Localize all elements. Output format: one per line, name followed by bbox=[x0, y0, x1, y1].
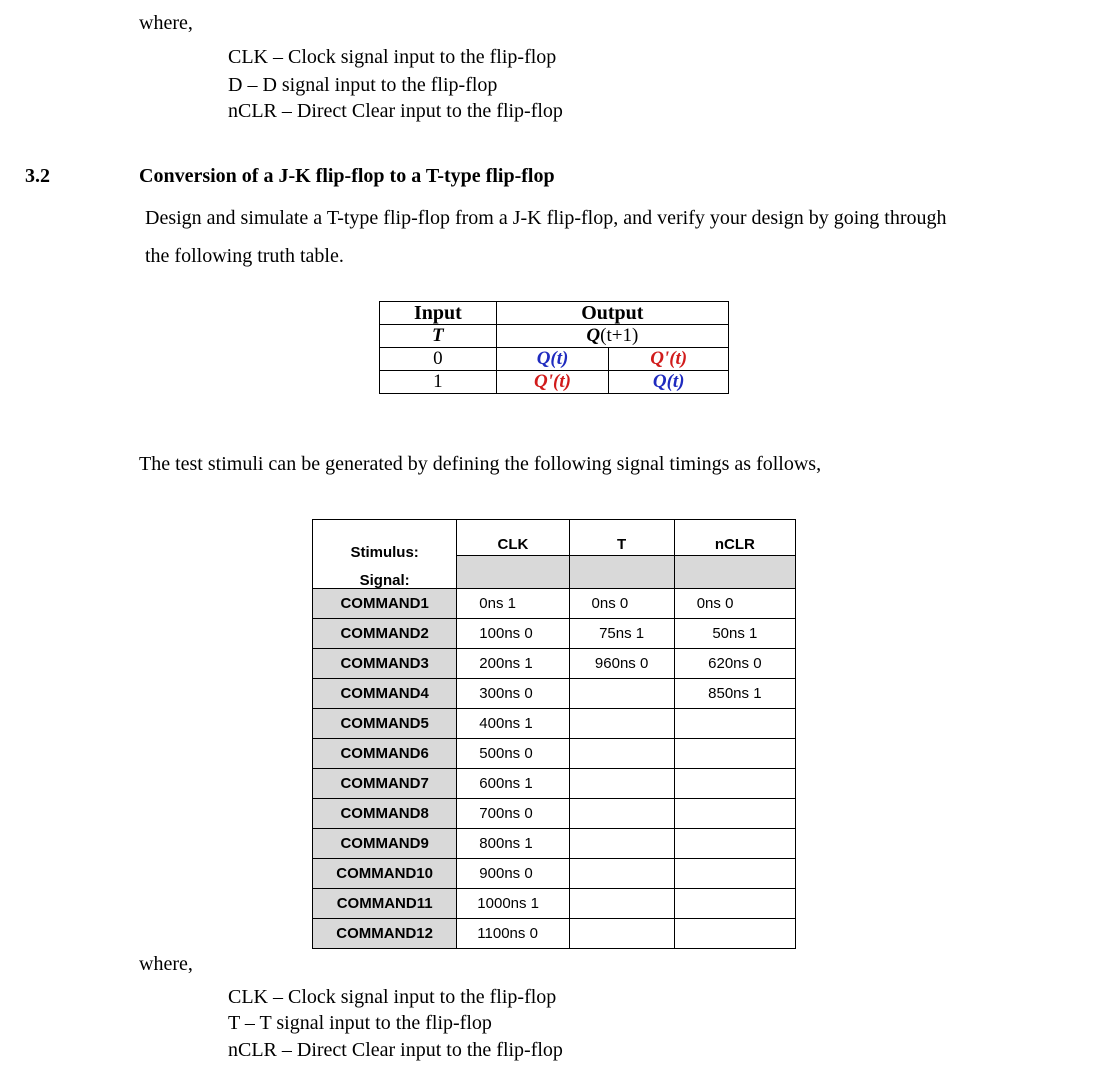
section-paragraph-line2: the following truth table. bbox=[145, 245, 344, 267]
nclr-value: 620ns 0 bbox=[674, 649, 795, 679]
command-label: COMMAND4 bbox=[313, 679, 457, 709]
header-spacer-cell bbox=[457, 555, 569, 588]
section-number: 3.2 bbox=[25, 165, 50, 187]
stimulus-table bbox=[312, 519, 796, 949]
table-row bbox=[313, 829, 796, 859]
table-row bbox=[313, 919, 796, 949]
clk-value: 700ns 0 bbox=[457, 799, 569, 829]
truth-t-value: 1 bbox=[380, 371, 497, 394]
command-label: COMMAND10 bbox=[313, 859, 457, 889]
table-row bbox=[313, 799, 796, 829]
clk-value: 100ns 0 bbox=[457, 619, 569, 649]
t-value: 75ns 1 bbox=[569, 619, 674, 649]
table-row bbox=[313, 739, 796, 769]
clk-value: 300ns 0 bbox=[457, 679, 569, 709]
truth-row bbox=[380, 348, 729, 371]
clk-value: 200ns 1 bbox=[457, 649, 569, 679]
t-value bbox=[569, 889, 674, 919]
clk-value: 1100ns 0 bbox=[457, 919, 569, 949]
t-value bbox=[569, 769, 674, 799]
clk-value: 1000ns 1 bbox=[457, 889, 569, 919]
nclr-value bbox=[674, 859, 795, 889]
nclr-value: 50ns 1 bbox=[674, 619, 795, 649]
truth-t-label: T bbox=[380, 325, 497, 348]
table-row bbox=[313, 589, 796, 619]
definition-d-top: D – D signal input to the flip-flop bbox=[228, 74, 498, 96]
nclr-value bbox=[674, 769, 795, 799]
clk-value: 0ns 1 bbox=[457, 589, 569, 619]
command-label: COMMAND1 bbox=[313, 589, 457, 619]
corner-stimulus-label: Stimulus: bbox=[350, 544, 419, 561]
column-header-t: T bbox=[569, 520, 674, 556]
t-value: 0ns 0 bbox=[569, 589, 674, 619]
definition-nclr-top: nCLR – Direct Clear input to the flip-flop bbox=[228, 100, 563, 122]
t-value bbox=[569, 739, 674, 769]
nclr-value bbox=[674, 709, 795, 739]
section-title: Conversion of a J-K flip-flop to a T-type flip-flop bbox=[139, 165, 555, 187]
clk-value: 500ns 0 bbox=[457, 739, 569, 769]
t-value bbox=[569, 709, 674, 739]
truth-row bbox=[380, 371, 729, 394]
corner-signal-label: Signal: bbox=[359, 572, 410, 589]
nclr-value bbox=[674, 799, 795, 829]
t-value bbox=[569, 679, 674, 709]
table-row bbox=[313, 709, 796, 739]
definition-clk-top: CLK – Clock signal input to the flip-flop bbox=[228, 46, 557, 68]
clk-value: 600ns 1 bbox=[457, 769, 569, 799]
truth-header-input: Input bbox=[380, 302, 497, 325]
stimuli-intro: The test stimuli can be generated by defining the following signal timings as follows, bbox=[139, 453, 822, 475]
where-label-top: where, bbox=[139, 12, 193, 34]
command-label: COMMAND9 bbox=[313, 829, 457, 859]
t-value bbox=[569, 859, 674, 889]
command-label: COMMAND3 bbox=[313, 649, 457, 679]
t-value: 960ns 0 bbox=[569, 649, 674, 679]
truth-q-next: Q(t+1) bbox=[496, 325, 728, 348]
truth-table bbox=[379, 301, 729, 394]
command-label: COMMAND8 bbox=[313, 799, 457, 829]
definition-t-bottom: T – T signal input to the flip-flop bbox=[228, 1012, 492, 1034]
truth-output-b: Q'(t) bbox=[609, 348, 729, 371]
table-row bbox=[313, 769, 796, 799]
table-row bbox=[313, 619, 796, 649]
command-label: COMMAND12 bbox=[313, 919, 457, 949]
clk-value: 900ns 0 bbox=[457, 859, 569, 889]
nclr-value bbox=[674, 829, 795, 859]
truth-output-a: Q(t) bbox=[496, 348, 609, 371]
header-spacer-cell bbox=[569, 555, 674, 588]
table-row bbox=[313, 649, 796, 679]
column-header-clk: CLK bbox=[457, 520, 569, 556]
table-row bbox=[313, 859, 796, 889]
t-value bbox=[569, 799, 674, 829]
nclr-value bbox=[674, 889, 795, 919]
table-row bbox=[313, 679, 796, 709]
nclr-value bbox=[674, 739, 795, 769]
clk-value: 400ns 1 bbox=[457, 709, 569, 739]
nclr-value: 0ns 0 bbox=[674, 589, 795, 619]
truth-t-value: 0 bbox=[380, 348, 497, 371]
truth-output-b: Q(t) bbox=[609, 371, 729, 394]
command-label: COMMAND2 bbox=[313, 619, 457, 649]
nclr-value: 850ns 1 bbox=[674, 679, 795, 709]
command-label: COMMAND11 bbox=[313, 889, 457, 919]
definition-clk-bottom: CLK – Clock signal input to the flip-flop bbox=[228, 986, 557, 1008]
clk-value: 800ns 1 bbox=[457, 829, 569, 859]
truth-header-output: Output bbox=[496, 302, 728, 325]
header-spacer-cell bbox=[674, 555, 795, 588]
section-paragraph-line1: Design and simulate a T-type flip-flop from a J-K flip-flop, and verify your design by going through bbox=[145, 207, 947, 229]
command-label: COMMAND6 bbox=[313, 739, 457, 769]
table-row bbox=[313, 889, 796, 919]
command-label: COMMAND5 bbox=[313, 709, 457, 739]
t-value bbox=[569, 919, 674, 949]
t-value bbox=[569, 829, 674, 859]
column-header-nclr: nCLR bbox=[674, 520, 795, 556]
definition-nclr-bottom: nCLR – Direct Clear input to the flip-flop bbox=[228, 1039, 563, 1061]
command-label: COMMAND7 bbox=[313, 769, 457, 799]
nclr-value bbox=[674, 919, 795, 949]
truth-output-a: Q'(t) bbox=[496, 371, 609, 394]
stimulus-corner-cell bbox=[313, 520, 457, 589]
where-label-bottom: where, bbox=[139, 953, 193, 975]
